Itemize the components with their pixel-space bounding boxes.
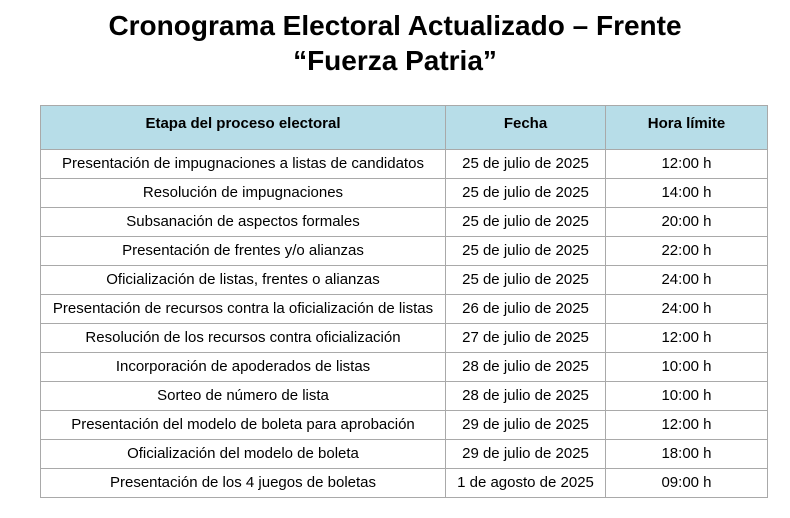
deadline-cell: 10:00 h [606, 353, 768, 382]
deadline-cell: 24:00 h [606, 295, 768, 324]
stage-cell: Resolución de impugnaciones [41, 179, 446, 208]
date-cell: 28 de julio de 2025 [446, 353, 606, 382]
page-title [0, 8, 790, 78]
date-cell: 27 de julio de 2025 [446, 324, 606, 353]
header-date: Fecha [446, 106, 606, 150]
table-row [41, 295, 768, 324]
date-cell: 25 de julio de 2025 [446, 208, 606, 237]
stage-cell: Subsanación de aspectos formales [41, 208, 446, 237]
stage-cell: Incorporación de apoderados de listas [41, 353, 446, 382]
title-line-2: “Fuerza Patria” [293, 45, 497, 76]
deadline-cell: 18:00 h [606, 440, 768, 469]
stage-cell: Resolución de los recursos contra oficialización [41, 324, 446, 353]
deadline-cell: 10:00 h [606, 382, 768, 411]
date-cell: 25 de julio de 2025 [446, 266, 606, 295]
date-cell: 29 de julio de 2025 [446, 411, 606, 440]
electoral-schedule-table [40, 105, 768, 498]
table-row [41, 237, 768, 266]
stage-cell: Sorteo de número de lista [41, 382, 446, 411]
table-row [41, 469, 768, 498]
stage-cell: Presentación de frentes y/o alianzas [41, 237, 446, 266]
table-body [41, 150, 768, 498]
deadline-cell: 24:00 h [606, 266, 768, 295]
date-cell: 28 de julio de 2025 [446, 382, 606, 411]
deadline-cell: 12:00 h [606, 324, 768, 353]
table-row [41, 324, 768, 353]
stage-cell: Oficialización de listas, frentes o alianzas [41, 266, 446, 295]
table-row [41, 150, 768, 179]
table-row [41, 411, 768, 440]
stage-cell: Presentación de impugnaciones a listas de candidatos [41, 150, 446, 179]
date-cell: 25 de julio de 2025 [446, 237, 606, 266]
deadline-cell: 14:00 h [606, 179, 768, 208]
header-row [41, 106, 768, 150]
deadline-cell: 20:00 h [606, 208, 768, 237]
header-deadline: Hora límite [606, 106, 768, 150]
stage-cell: Presentación de los 4 juegos de boletas [41, 469, 446, 498]
header-stage: Etapa del proceso electoral [41, 106, 446, 150]
date-cell: 25 de julio de 2025 [446, 150, 606, 179]
deadline-cell: 09:00 h [606, 469, 768, 498]
table-row [41, 266, 768, 295]
date-cell: 25 de julio de 2025 [446, 179, 606, 208]
stage-cell: Presentación del modelo de boleta para aprobación [41, 411, 446, 440]
date-cell: 1 de agosto de 2025 [446, 469, 606, 498]
stage-cell: Oficialización del modelo de boleta [41, 440, 446, 469]
title-line-1: Cronograma Electoral Actualizado – Frente [108, 10, 682, 41]
table-row [41, 353, 768, 382]
deadline-cell: 22:00 h [606, 237, 768, 266]
table-row [41, 440, 768, 469]
stage-cell: Presentación de recursos contra la oficialización de listas [41, 295, 446, 324]
table-header [41, 106, 768, 150]
deadline-cell: 12:00 h [606, 411, 768, 440]
table-row [41, 208, 768, 237]
table-row [41, 382, 768, 411]
date-cell: 26 de julio de 2025 [446, 295, 606, 324]
date-cell: 29 de julio de 2025 [446, 440, 606, 469]
table-row [41, 179, 768, 208]
deadline-cell: 12:00 h [606, 150, 768, 179]
